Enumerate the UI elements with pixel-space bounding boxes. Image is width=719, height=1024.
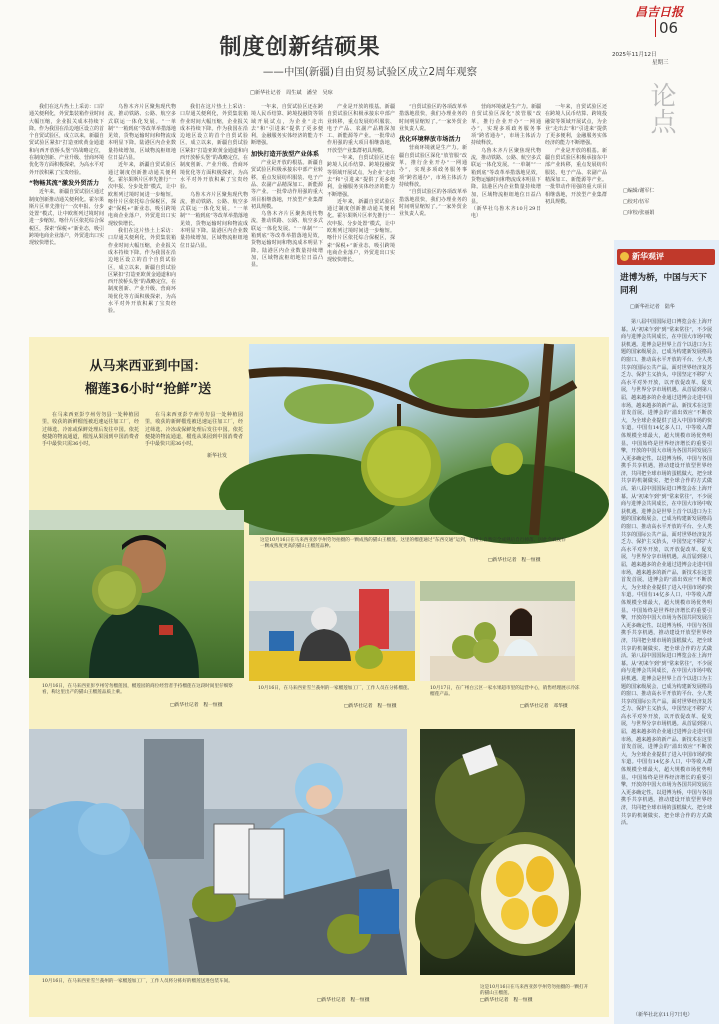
credit-photo-6: □新华社记者 程一恒摄 (480, 998, 533, 1003)
caption-photo-5: 10月16日，在马来西亚雪兰莪州的一家榴莲加工厂，工作人员将分拣好的榴莲送进包装车间。 (42, 979, 233, 984)
lead-subtitle: ——中国(新疆)自由贸易试验区成立2周年观察 (262, 66, 478, 78)
page-number: 06 (655, 19, 678, 37)
credit-photo-3: □新华社记者 程一恒摄 (344, 704, 397, 709)
photo-opened-durian (420, 729, 575, 975)
feature-intro-1: 在马来西亚彭亨州劳勿县一处种植园里，收获的新鲜榴莲被迅速运往加工厂，经过筛选、冷冻或保鲜处理后发往中国。依托便捷的物流通道，榴莲从果园到中国消费者手中最快只需36小时。 (42, 412, 139, 448)
side-headline: 进博为桥，中国与天下同利 (620, 273, 707, 296)
side-end-note: （新华社北京11月7日电） (633, 1012, 693, 1018)
caption-photo-3: 10月16日，在马来西亚雪兰莪州的一家榴莲加工厂，工作人员在分拣榴莲。 (258, 686, 413, 691)
caption-photo-1: 这是10月16日在马来西亚彭亨州劳勿拍摄的一颗成熟的猫山王榴莲。这里的榴莲通过“东西交通”运到，在树上自然完全成熟后自行掉落，因此会被视作一颗成熟度更高的猫山王榴莲品种。 (260, 538, 566, 550)
caption-photo-2: 10月16日，在马来西亚彭亨州劳勿榴莲园，榴莲园的商位经营者手持榴莲在这段时间里仔细察看，称这里出产的猫山王榴莲品质上乘。 (42, 684, 233, 696)
side-body: 第八届中国国际进口博览会在上海开幕。从“初来乍到”到“常来常往”，不少展商与进博会共同成长，在中国大市场中收获机遇。进博会是世界上首个以进口为主题的国家级展会，已成为构建新发展格局的窗口、推动高水平开放的平台、全人类共享的国际公共产品。面对世界经济复苏乏力、保护主义抬头，中国坚定不移扩大高水平对外开放，以开放促改革、促发展，与世界分享市场机遇。从首届到第八届，越来越多的企业通过进博会走进中国市场，越来越多的新产品、新技术在这里首发首展。进博会的“溢出效应”不断放大，为全球企业提供了进入中国市场的快车道。中国有14亿多人口，中等收入群体规模全球最大，超大规模市场优势明显。中国始终是世界经济增长的重要引擎，开放的中国大市场为各国共同发展注入更多确定性。以进博为桥，中国与各国携手共享机遇，推动建设开放型世界经济，共同把全球市场的蛋糕做大、把全球共享的机制做实、把全球合作的方式做活。第八届中国国际进口博览会在上海开幕。从“初来乍到”到“常来常往”，不少展商与进博会共同成长，在中国大市场中收获机遇。进博会是世界上首个以进口为主题的国家级展会，已成为构建新发展格局的窗口、推动高水平开放的平台、全人类共享的国际公共产品。面对世界经济复苏乏力、保护主义抬头，中国坚定不移扩大高水平对外开放，以开放促改革、促发展，与世界分享市场机遇。从首届到第八届，越来越多的企业通过进博会走进中国市场，越来越多的新产品、新技术在这里首发首展。进博会的“溢出效应”不断放大，为全球企业提供了进入中国市场的快车道。中国有14亿多人口，中等收入群体规模全球最大，超大规模市场优势明显。中国始终是世界经济增长的重要引擎，开放的中国大市场为各国共同发展注入更多确定性。以进博为桥，中国与各国携手共享机遇，推动建设开放型世界经济，共同把全球市场的蛋糕做大、把全球共享的机制做实、把全球合作的方式做活。第八届中国国际进口博览会在上海开幕。从“初来乍到”到“常来常往”，不少展商与进博会共同成长，在中国大市场中收获机遇。进博会是世界上首个以进口为主题的国家级展会，已成为构建新发展格局的窗口、推动高水平开放的平台、全人类共享的国际公共产品。面对世界经济复苏乏力、保护主义抬头，中国坚定不移扩大高水平对外开放，以开放促改革、促发展，与世界分享市场机遇。从首届到第八届，越来越多的企业通过进博会走进中国市场，越来越多的新产品、新技术在这里首发首展。进博会的“溢出效应”不断放大，为全球企业提供了进入中国市场的快车道。中国有14亿多人口，中等收入群体规模全球最大，超大规模市场优势明显。中国始终是世界经济增长的重要引擎，开放的中国大市场为各国共同发展注入更多确定性。以进博为桥，中国与各国携手共享机遇，推动建设开放型世界经济，共同把全球市场的蛋糕做大、把全球共享的机制做实、把全球合作的方式做活。 (621, 319, 712, 827)
lead-column-4: 一年来，自贸试验区还在跨境人民币结算、跨境投融资等领域开展试点，为企业“走出去”和“引进来”提供了更多便利，金融服务实体经济的能力不断增强。 加快打造开放型产业体系 产业是开放的根基。新疆自贸试验区积极承接东中部产业转移，重点发展纺织服装、电子产品、农副产品精深加工、新能源等产业。一批带动作用强的重大项目相继落地，开放型产业集群初具规模。 乌鲁木齐片区聚焦现代物流，推动铁路、公路、航空多式联运一体化发展。“一单制”“一箱到底”等改革举措落地见效，货物运输时间和物流成本明显下降。陆港区内企业数量持续增加，区域物流枢纽地位日益凸显。 (251, 104, 323, 269)
photo-farmer-durian (29, 510, 244, 678)
masthead-logo: 昌吉日报 (635, 5, 684, 19)
masthead-weekday: 星期三 (652, 60, 669, 66)
editor-line: □校对/伍军 (623, 199, 650, 205)
lead-column-8: 一年来，自贸试验区还在跨境人民币结算、跨境投融资等领域开展试点，为企业“走出去”和“引进来”提供了更多便利，金融服务实体经济的能力不断增强。 产业是开放的根基。新疆自贸试验区积极承接东中部产业转移，重点发展纺织服装、电子产品、农副产品精深加工、新能源等产业。一批带动作用强的重大项目相继落地，开放型产业集群初具规模。 (545, 104, 607, 205)
lead-column-3: 我们在这片热土上采访：口岸通关便利化，外贸集装箱作业时间大幅压缩，企业报关成本持续下降。作为我国在沿边地区设立的首个自贸试验区，成立以来，新疆自贸试验区紧扣“打造亚欧黄金通道和向西开放桥头堡”的战略定位，在制度创新、产业升级、营商环境优化等方面积极探索，为高水平对外开放积累了宝贵经验。 乌鲁木齐片区聚焦现代物流，推动铁路、公路、航空多式联运一体化发展。“一单制”“一箱到底”等改革举措落地见效，货物运输时间和物流成本明显下降。陆港区内企业数量持续增加，区域物流枢纽地位日益凸显。 (180, 104, 248, 249)
lead-column-6: “自贸试验区的各项改革举措落地很快，我们办理业务的时间明显缩短了。”一家外贸企业负责人说。 优化环境释放市场活力 营商环境就是生产力。新疆自贸试验区深化“放管服”改革，推行企业开办“一网通办”，实现多项政务服务事项“跨省通办”，市场主体活力持续释放。 “自贸试验区的各项改革举措落地很快，我们办理业务的时间明显缩短了。”一家外贸企业负责人说。 (399, 104, 467, 218)
caption-photo-6: 这是10月16日在马来西亚彭亨州劳勿拍摄的一颗打开的猫山王榴莲。 (480, 985, 589, 997)
lead-end-note: （新华社乌鲁木齐10月29日电） (471, 206, 541, 220)
feature-intro-2: 在马来西亚彭亨州劳勿县一处种植园里，收获的新鲜榴莲被迅速运往加工厂，经过筛选、冷冻或保鲜处理后发往中国。依托便捷的物流通道，榴莲从果园到中国消费者手中最快只需36小时。 (145, 412, 243, 448)
subhead-1: “物畅其流”激发外贸活力 (29, 179, 100, 187)
editor-line: □审校/张丽娟 (623, 210, 655, 216)
subhead-2: 加快打造开放型产业体系 (251, 150, 320, 158)
feature-title-2: 榴莲36小时“抢鲜”送 (84, 382, 212, 397)
photo-factory-sorting (249, 581, 415, 681)
subhead-3: 优化环境释放市场活力 (399, 136, 461, 144)
column-label-icon (620, 252, 629, 261)
credit-photo-4: □新华社记者 邓华摄 (520, 704, 568, 709)
lead-column-7: 营商环境就是生产力。新疆自贸试验区深化“放管服”改革，推行企业开办“一网通办”，实现多项政务服务事项“跨省通办”，市场主体活力持续释放。 乌鲁木齐片区聚焦现代物流，推动铁路、公路、航空多式联运一体化发展。“一单制”“一箱到底”等改革举措落地见效，货物运输时间和物流成本明显下降。陆港区内企业数量持续增加，区域物流枢纽地位日益凸显。 （新华社乌鲁木齐10月29日电） (471, 104, 542, 220)
photo-durian-on-tree (249, 344, 575, 535)
photo-supermarket (420, 581, 575, 681)
lead-column-1: 我们在这片热土上采访：口岸通关便利化，外贸集装箱作业时间大幅压缩，企业报关成本持续下降。作为我国在沿边地区设立的首个自贸试验区，成立以来，新疆自贸试验区紧扣“打造亚欧黄金通道和向西开放桥头堡”的战略定位，在制度创新、产业升级、营商环境优化等方面积极探索，为高水平对外开放积累了宝贵经验。 “物畅其流”激发外贸活力 近年来，新疆自贸试验区通过制度创新推动通关便利化。霍尔果斯片区率先推行“一次申报、分步处置”模式，让中欧班列过境时间进一步缩短。喀什片区依托综合保税区，探索“保税+”新业态，吸引跨境电商企业落户，外贸进出口实现较快增长。 (29, 104, 105, 247)
caption-photo-4: 10月17日，在广州白云区一家水果超市里的运营中心，销售经理展示冷冻榴莲产品。 (430, 686, 580, 698)
credit-photo-2: □新华社记者 程一恒摄 (170, 703, 223, 708)
credit-photo-5: □新华社记者 程一恒摄 (317, 998, 370, 1003)
lead-column-2: 乌鲁木齐片区聚焦现代物流，推动铁路、公路、航空多式联运一体化发展。“一单制”“一箱到底”等改革举措落地见效，货物运输时间和物流成本明显下降。陆港区内企业数量持续增加，区域物流枢纽地位日益凸显。 近年来，新疆自贸试验区通过制度创新推动通关便利化。霍尔果斯片区率先推行“一次申报、分步处置”模式，让中欧班列过境时间进一步缩短。喀什片区依托综合保税区，探索“保税+”新业态，吸引跨境电商企业落户，外贸进出口实现较快增长。 我们在这片热土上采访：口岸通关便利化，外贸集装箱作业时间大幅压缩，企业报关成本持续下降。作为我国在沿边地区设立的首个自贸试验区，成立以来，新疆自贸试验区紧扣“打造亚欧黄金通道和向西开放桥头堡”的战略定位，在制度创新、产业升级、营商环境优化等方面积极探索，为高水平对外开放积累了宝贵经验。 (108, 104, 176, 315)
credit-photo-1: □新华社记者 程一恒摄 (488, 558, 541, 563)
lead-column-5: 产业是开放的根基。新疆自贸试验区积极承接东中部产业转移，重点发展纺织服装、电子产品、农副产品精深加工、新能源等产业。一批带动作用强的重大项目相继落地，开放型产业集群初具规模。 一年来，自贸试验区还在跨境人民币结算、跨境投融资等领域开展试点，为企业“走出去”和“引进来”提供了更多便利，金融服务实体经济的能力不断增强。 近年来，新疆自贸试验区通过制度创新推动通关便利化。霍尔果斯片区率先推行“一次申报、分步处置”模式，让中欧班列过境时间进一步缩短。喀什片区依托综合保税区，探索“保税+”新业态，吸引跨境电商企业落户，外贸进出口实现较快增长。 (327, 104, 395, 264)
editor-line: □编辑/谢军仁 (623, 188, 655, 194)
masthead-date: 2025年11月12日 (612, 52, 657, 58)
feature-credit: 新华社发 (207, 453, 228, 459)
lead-title: 制度创新结硕果 (219, 35, 381, 60)
side-byline: □新华社记者 陆华 (630, 304, 675, 310)
lead-byline: □新华社记者 周生斌 潘莹 吴琼 (250, 90, 333, 96)
photo-factory-workers (29, 729, 407, 975)
side-editors (623, 186, 654, 219)
side-title: 论点 (646, 82, 676, 134)
column-label: 新华观评 (632, 252, 664, 261)
feature-title: 从马来西亚到中国： (89, 359, 207, 374)
